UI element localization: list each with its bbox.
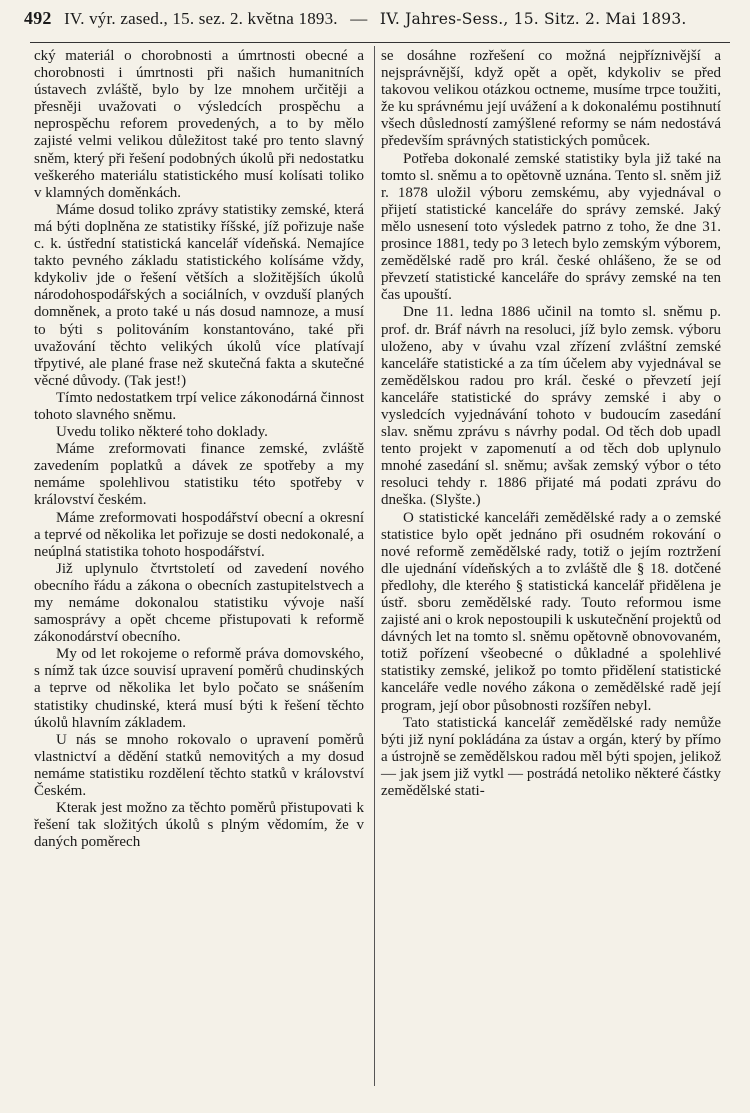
paragraph: Tato statistická kancelář zemědělské rady nemůže býti již nyní pokládána za ústav a orgán, který by přímo a ústrojně se zemědělskou radou měl býti spojen, jelikož — jak jsem již vytkl — postrádá netoliko některé částky zemědělské stati- [381, 714, 721, 800]
paragraph: Tímto nedostatkem trpí velice zákonodárná činnost tohoto slavného sněmu. [34, 389, 364, 423]
running-header [24, 8, 730, 38]
page-number: 492 [24, 8, 52, 28]
paragraph: Máme dosud toliko zprávy statistiky zemské, která má býti doplněna ze statistiky říšské, jíž pořizuje naše c. k. ústřední statistická kancelář vídeňská. Nemajíce takto pevného základu statistického kolísáme vždy, kdykoliv jde o řešení větších a složitějších úkolů národohospodářských a sociálních, v ovzduší planých domněnek, a proto také u nás dosud namnoze, a musí to býti s politováním konstantováno, také při uvažování těchto velikých úkolů více platívají třpytivé, ale plané frase než skutečná fakta a skutečné věcné důvody. (Tak jest!) [34, 201, 364, 389]
header-rule [30, 42, 730, 43]
left-column [34, 48, 364, 851]
right-column [381, 48, 721, 800]
paragraph: Dne 11. ledna 1886 učinil na tomto sl. sněmu p. prof. dr. Bráf návrh na resoluci, jíž bylo zemsk. výboru uloženo, aby v úvahu vzal zřízení zvláštní zemské kanceláře statistické a za tím účelem aby vyjednával se zemědělskou radou pro král. české o převzetí její kanceláře statistické do správy zemské i aby o vysledcích vyjednávání tohoto v budoucím zasedání slav. sněmu zprávu s návrhy podal. Od těch dob upadl tento projekt v zapomenutí a od těch dob uplynulo mnohé zasedání sl. sněmu; avšak zemský výbor o této resoluci tehdy r. 1886 přijaté má podati zprávu do dneška. (Slyšte.) [381, 304, 721, 509]
paragraph: se dosáhne rozřešení co možná nejpříznivější a nejsprávnější, když opět a opět, kdykoliv se před takovou velikou otázkou octneme, musíme trpce toužiti, že ku správnému její uvážení a k dokonalému postihnutí všech důsledností zamýšlené reformy se nám nedostává především správných statistických pomůcek. [381, 48, 721, 150]
header-czech-title: IV. výr. zased., 15. sez. 2. května 1893. [64, 9, 338, 28]
paragraph: Máme zreformovati finance zemské, zvláště zavedením poplatků a dávek ze spotřeby a my nemáme spolehlivou statistiku této spotřeby v království českém. [34, 441, 364, 509]
header-separator: — [350, 9, 368, 28]
paragraph: Potřeba dokonalé zemské statistiky byla již také na tomto sl. sněmu a to opětovně uznána. Tento sl. sněm již r. 1878 uložil výboru zemskému, aby vyjednával o přijetí statistické kanceláře do správy zemské. Jaký mělo usnesení toto výsledek patrno z toho, že dne 31. prosince 1881, tedy po 3 letech bylo zemským výborem, zemědělské radě pro král. české ohlášeno, že se od převzetí statistické kanceláře do správy zemské na ten čas upouští. [381, 150, 721, 304]
paragraph: O statistické kanceláři zemědělské rady a o zemské statistice bylo opět jednáno při osudném rokování o nové reformě zemědělské rady, totiž o jejím roztržení dle ujednání vídeňských a to zvláště dle § 18. dotčené předlohy, dle kterého § statistická kancelář přidělena je ústř. sboru zemědělské rady. Touto reformou isme zajisté ani o krok nepostoupili k uskutečnění projektů od dávných let na tomto sl. sněmu opětovně obnovovaném, totiž pořízení všeobecné o důkladné a spolehlivé statistiky zemské, jelikož po tomto přidělení statistické kanceláře vedle nového zákona o zemědělské radě její program, její obor působnosti rozšířen nebyl. [381, 509, 721, 714]
paragraph: Máme zreformovati hospodářství obecní a okresní a teprvé od několika let pořizuje se dosti nedokonalé, a neúplná statistika tohoto hospodářství. [34, 509, 364, 560]
header-german-title: IV. Jahres-Sess., 15. Sitz. 2. Mai 1893. [379, 10, 687, 28]
paragraph: Uvedu toliko některé toho doklady. [56, 424, 268, 441]
page [24, 8, 730, 1103]
paragraph: My od let rokojeme o reformě práva domovského, s nímž tak úzce souvisí upravení poměrů chudinských a teprve od několika let bylo počato se snášením statistiky chudinské, která musí býti k řešení těchto úkolů hlavním základem. [34, 646, 364, 731]
paragraph: Již uplynulo čtvrtstoletí od zavedení nového obecního řádu a zákona o obecních zastupitelstvech a my nemáme dokonalou statistiku vývoje naší samosprávy a opět chceme přistupovati k reformě zákonodárství obecního. [34, 560, 364, 646]
paragraph: Kterak jest možno za těchto poměrů přistupovati k řešení tak složitých úkolů s plným vědomím, že v daných poměrech [34, 800, 364, 851]
paragraph: U nás se mnoho rokovalo o upravení poměrů vlastnictví a dědění statků nemovitých a my dosud nemáme statistiku rozdělení těchto statků v království Českém. [34, 731, 364, 800]
column-divider [374, 46, 375, 1086]
paragraph: cký materiál o chorobnosti a úmrtnosti obecné a chorobnosti i úmrtnosti při našich humanitních ústavech zvláště, bylo by lze mnohem určitěji a přesněji uvažovati o výsledcích prospěchu a neprospěchu reforem provedených, a to by mělo zajisté velmi velikou důležitost také pro tento slavný sněm, který při řešení podobných úkolů při nedostatku veškerého materiálu statistického musí kolísati toliko v klamných doměnkách. [34, 48, 364, 201]
